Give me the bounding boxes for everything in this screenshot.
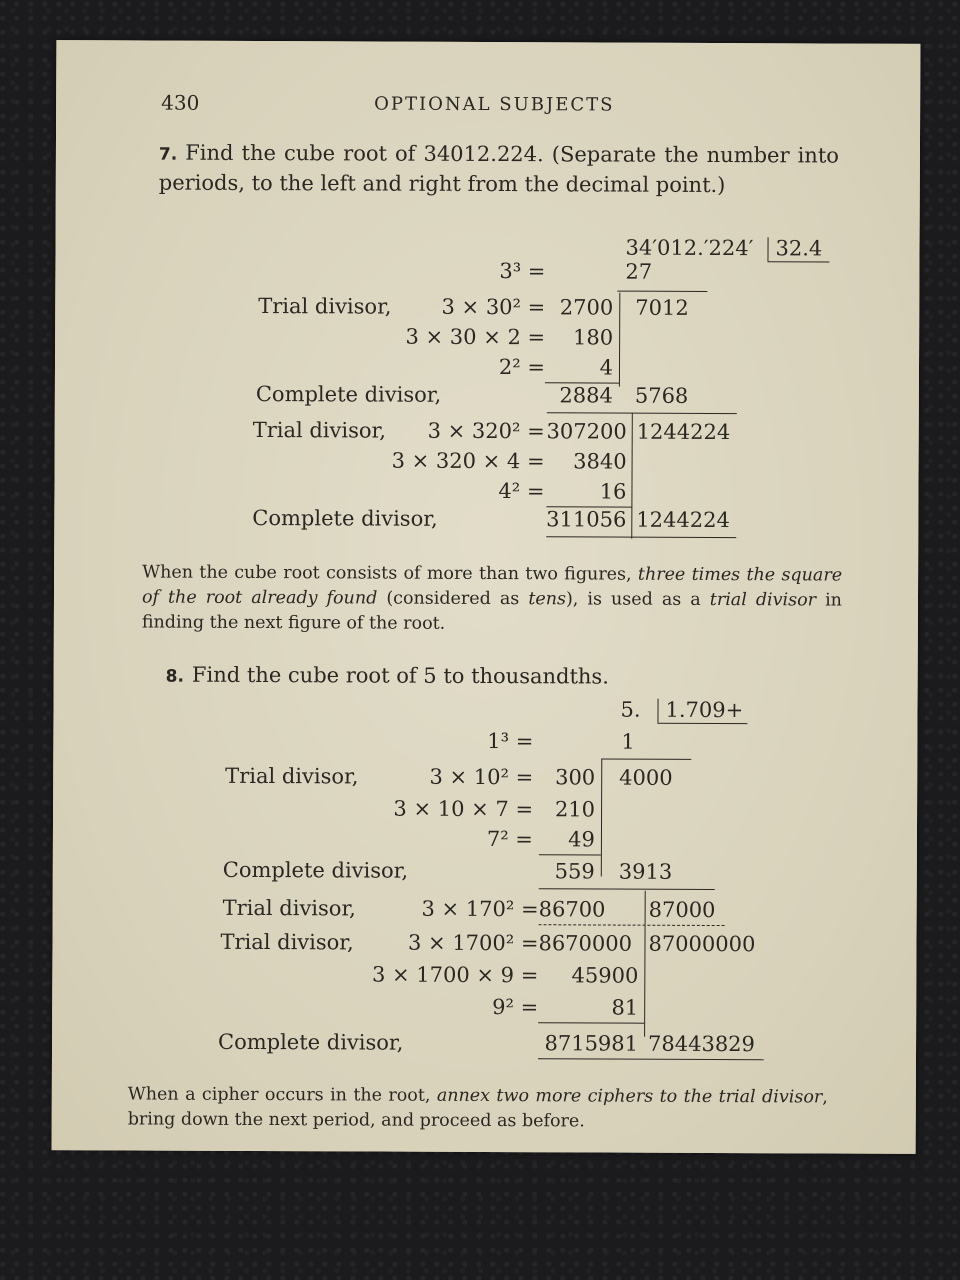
p8-rule [539,888,715,890]
p7-complete2-value: 311056 [546,507,627,532]
p8-sq3-value: 81 [611,995,639,1020]
p7-trial1-value: 2700 [559,295,614,320]
p7-trial1-remainder: 7012 [635,295,689,320]
p7-cube-label: 3³ = [499,259,546,284]
p7-root: 32.4 [775,236,823,261]
p7-term1-expr: 3 × 30 × 2 = [405,324,546,350]
p8-sq1-expr: 7² = [486,827,533,852]
p8-sq1-value: 49 [568,827,595,852]
p8-complete3-label: Complete divisor, [218,1029,404,1055]
problem-8-number: 8. [165,666,184,687]
p7-note-text: (considered as [377,588,529,610]
p7-trial1-label: Trial divisor, [258,294,392,319]
p8-complete1-label: Complete divisor, [222,857,409,883]
p8-trial1-expr: 3 × 10² = [429,764,534,790]
p8-rule [538,1058,764,1060]
p7-note-emphasis: three times the square of the root already found [141,564,843,609]
p7-complete2-product: 1244224 [636,507,730,533]
p7-complete1-label: Complete divisor, [255,381,442,407]
problem-8-text: Find the cube root of 5 to thousandths. [191,662,609,689]
p7-trial2-expr: 3 × 320² = [427,418,545,444]
p7-note-emphasis: tens [528,589,567,610]
p7-trial2-value: 307200 [546,419,627,444]
p7-term1-value: 180 [572,325,614,350]
problem-8-statement [166,661,609,693]
p7-root-bracket [767,237,768,261]
problem-7-statement [159,139,839,200]
problem-7-number: 7. [158,144,178,165]
p7-rule [547,412,737,414]
p7-complete1-value: 2884 [559,383,613,408]
p8-dashed-rule [539,924,725,926]
p8-trial2-remainder: 87000 [648,897,716,923]
p8-trial3-remainder: 87000000 [648,931,756,957]
p8-term3-value: 45900 [571,963,639,988]
p7-complete2-label: Complete divisor, [252,505,438,531]
p7-note [142,560,842,638]
page-number: 430 [161,90,200,115]
p8-complete1-product: 3913 [618,859,673,884]
p8-cube-label: 1³ = [487,729,534,754]
p7-vline-1 [619,293,621,387]
p8-term1-value: 210 [554,797,596,822]
p7-vline-2 [631,413,633,539]
p8-trial3-value: 8670000 [538,931,633,956]
p8-trial1-remainder: 4000 [619,765,673,790]
p8-note-text: , bring down the next period, and proceed as before. [127,1087,828,1132]
p8-cube-value: 1 [621,729,635,754]
p7-trial2-remainder: 1244224 [636,419,731,445]
p8-term3-expr: 3 × 1700 × 9 = [371,962,539,988]
p8-note-text: When a cipher occurs in the root, [127,1084,437,1106]
p8-trial3-expr: 3 × 1700² = [407,930,539,956]
p8-trial1-label: Trial divisor, [225,763,359,789]
p7-sq1-expr: 2² = [498,355,546,380]
problem-7-text: Find the cube root of 34012.224. (Separate the number into periods, to the left and right from the decimal point.) [158,140,839,198]
p8-rule [538,1022,644,1024]
p8-vline-2 [644,891,646,1037]
running-header: OPTIONAL SUBJECTS [374,93,615,116]
p7-sq2-value: 16 [599,479,627,504]
p8-note [128,1082,828,1135]
p7-number-periods: 34′012.′224′ [625,235,754,261]
p8-root: 1.709+ [665,697,744,723]
p8-trial1-value: 300 [555,765,596,790]
p8-trial2-label: Trial divisor, [222,895,356,921]
p7-rule [546,536,736,538]
p8-trial2-expr: 3 × 170² = [421,896,539,922]
p8-trial2-value: 86700 [538,897,606,922]
p7-note-text: ), is used as a [565,589,710,610]
p8-complete3-value: 8715981 [544,1031,639,1056]
p8-root-bracket [657,699,658,723]
p7-note-emphasis: trial divisor [709,589,817,611]
p8-rule [601,759,691,761]
book-page [52,40,921,1154]
p7-complete1-product: 5768 [634,383,689,408]
p7-trial2-label: Trial divisor, [252,417,387,443]
p7-sq2-expr: 4² = [498,479,545,504]
p7-note-text: in finding the next figure of the root. [141,590,843,634]
p8-complete3-product: 78443829 [648,1031,755,1057]
p7-sq1-value: 4 [599,355,614,380]
p8-trial3-label: Trial divisor, [220,929,354,955]
p7-term2-value: 3840 [573,449,627,474]
p8-term1-expr: 3 × 10 × 7 = [393,796,534,822]
p7-cube-value: 27 [625,259,653,284]
p8-number-periods: 5. [620,697,641,722]
p8-vline-1 [601,759,603,877]
p8-note-emphasis: annex two more ciphers to the trial divisor [436,1085,823,1108]
p7-trial1-expr: 3 × 30² = [441,294,546,320]
p7-note-text: When the cube root consists of more than two figures, [142,562,638,585]
p8-sq3-expr: 9² = [492,995,539,1020]
p7-term2-expr: 3 × 320 × 4 = [391,448,545,474]
p8-complete1-value: 559 [554,859,595,884]
